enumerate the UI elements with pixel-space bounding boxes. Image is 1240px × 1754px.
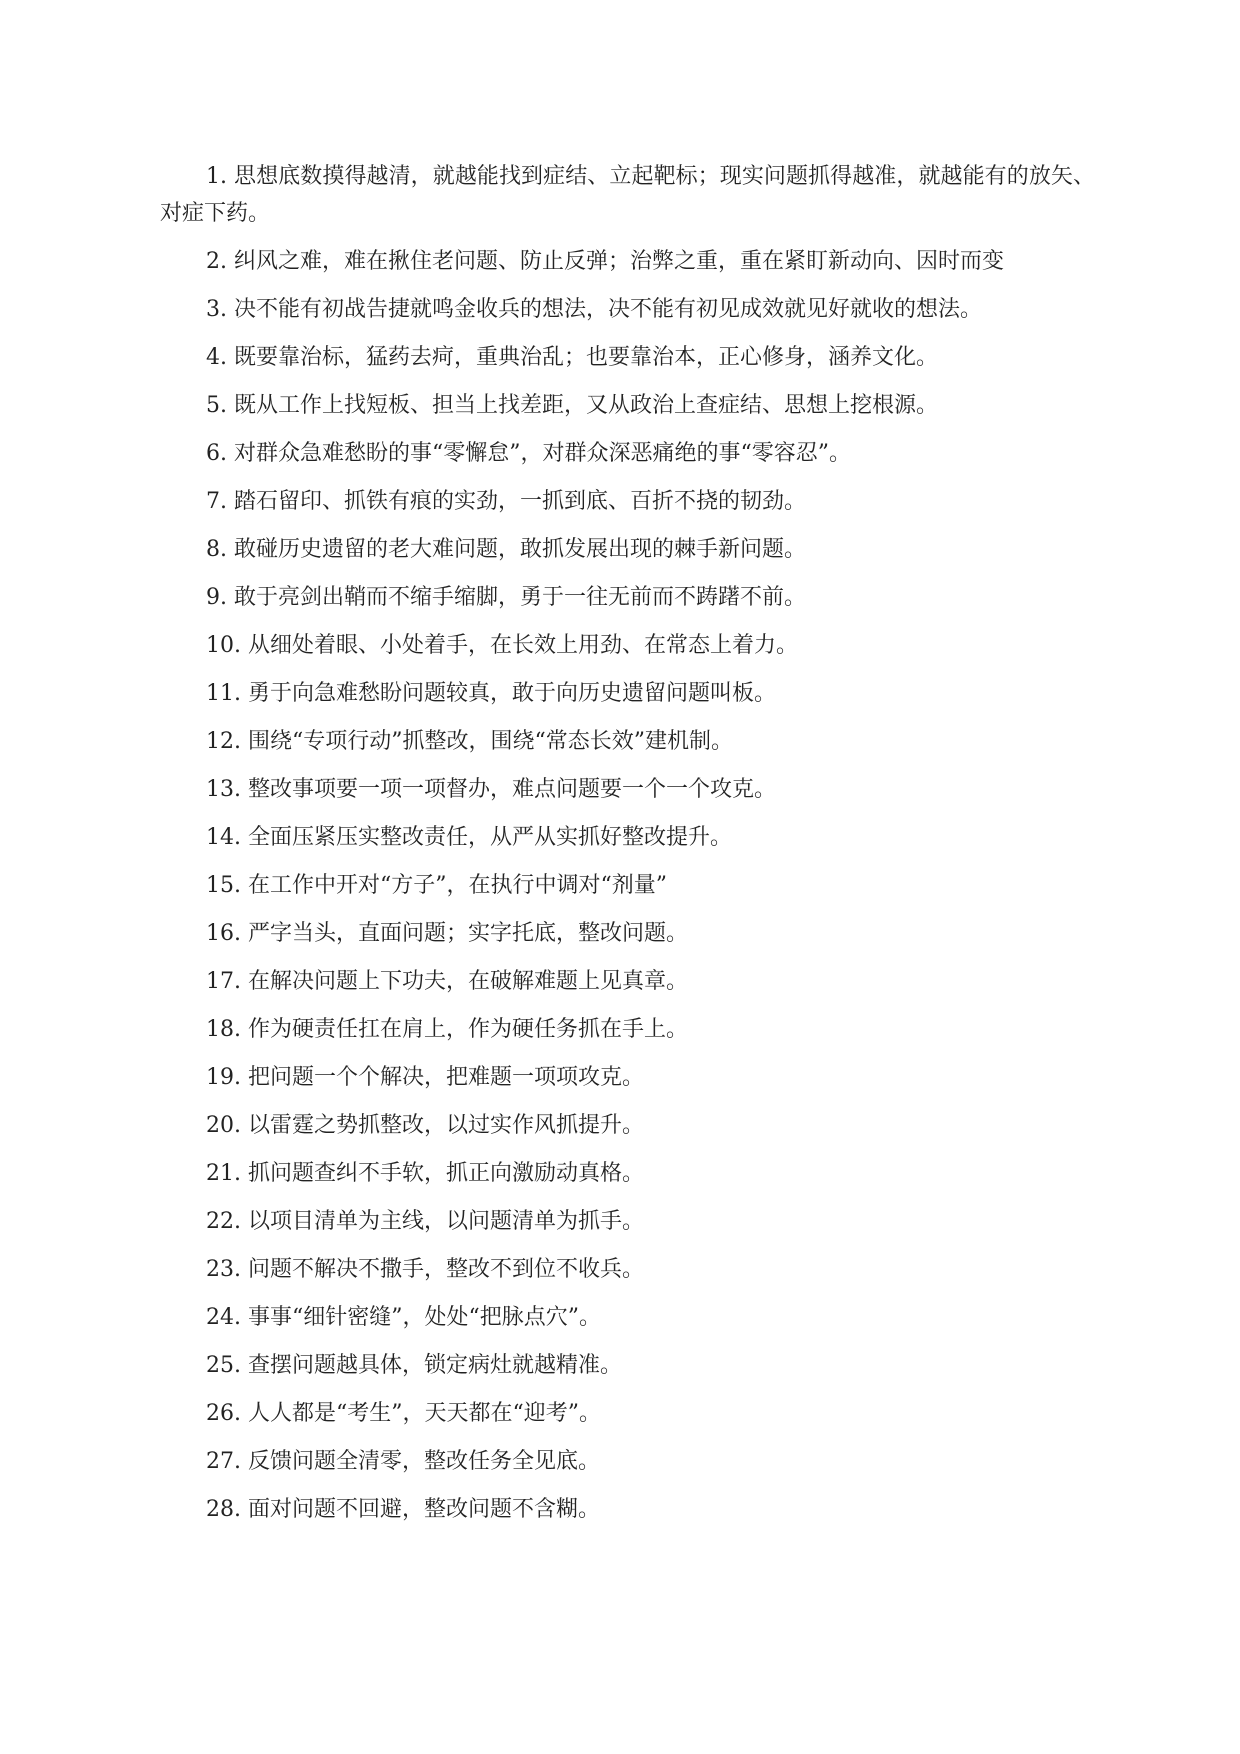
list-item-19: 19. 把问题一个个解决，把难题一项项攻克。 — [206, 1065, 644, 1090]
list-item-10: 10. 从细处着眼、小处着手，在长效上用劲、在常态上着力。 — [206, 633, 798, 658]
list-item-27: 27. 反馈问题全清零，整改任务全见底。 — [206, 1449, 600, 1474]
list-item-5: 5. 既从工作上找短板、担当上找差距，又从政治上查症结、思想上挖根源。 — [206, 393, 938, 418]
list-item-9: 9. 敢于亮剑出鞘而不缩手缩脚，勇于一往无前而不踌躇不前。 — [206, 585, 806, 610]
document-body — [160, 158, 1095, 1539]
list-item-20: 20. 以雷霆之势抓整改，以过实作风抓提升。 — [206, 1113, 644, 1138]
list-item-28: 28. 面对问题不回避，整改问题不含糊。 — [206, 1497, 600, 1522]
list-item-8: 8. 敢碰历史遗留的老大难问题，敢抓发展出现的棘手新问题。 — [206, 537, 806, 562]
list-item-11: 11. 勇于向急难愁盼问题较真，敢于向历史遗留问题叫板。 — [206, 681, 776, 706]
list-item-13: 13. 整改事项要一项一项督办，难点问题要一个一个攻克。 — [206, 777, 776, 802]
list-item-16: 16. 严字当头，直面问题；实字托底，整改问题。 — [206, 921, 688, 946]
list-item-25: 25. 查摆问题越具体，锁定病灶就越精准。 — [206, 1353, 622, 1378]
list-item-14: 14. 全面压紧压实整改责任，从严从实抓好整改提升。 — [206, 825, 732, 850]
list-item-15: 15. 在工作中开对“方子”，在执行中调对“剂量” — [206, 873, 667, 898]
list-item-24: 24. 事事“细针密缝”，处处“把脉点穴”。 — [206, 1305, 601, 1330]
list-item-4: 4. 既要靠治标，猛药去疴，重典治乱；也要靠治本，正心修身，涵养文化。 — [206, 345, 938, 370]
list-item-18: 18. 作为硬责任扛在肩上，作为硬任务抓在手上。 — [206, 1017, 688, 1042]
list-item-22: 22. 以项目清单为主线，以问题清单为抓手。 — [206, 1209, 644, 1234]
list-item-6: 6. 对群众急难愁盼的事“零懈怠”，对群众深恶痛绝的事“零容忍”。 — [206, 441, 851, 466]
list-item-2: 2. 纠风之难，难在揪住老问题、防止反弹；治弊之重，重在紧盯新动向、因时而变 — [206, 249, 1004, 274]
list-item-23: 23. 问题不解决不撒手，整改不到位不收兵。 — [206, 1257, 644, 1282]
list-item-12: 12. 围绕“专项行动”抓整改，围绕“常态长效”建机制。 — [206, 729, 733, 754]
list-item-3: 3. 决不能有初战告捷就鸣金收兵的想法，决不能有初见成效就见好就收的想法。 — [206, 297, 982, 322]
list-item-17: 17. 在解决问题上下功夫，在破解难题上见真章。 — [206, 969, 688, 994]
list-item-7: 7. 踏石留印、抓铁有痕的实劲，一抓到底、百折不挠的韧劲。 — [206, 489, 806, 514]
list-item-21: 21. 抓问题查纠不手软，抓正向激励动真格。 — [206, 1161, 644, 1186]
list-item-1: 1. 思想底数摸得越清，就越能找到症结、立起靶标；现实问题抓得越准，就越能有的放矢、对症下药。 — [160, 164, 1095, 226]
list-item-26: 26. 人人都是“考生”，天天都在“迎考”。 — [206, 1401, 601, 1426]
